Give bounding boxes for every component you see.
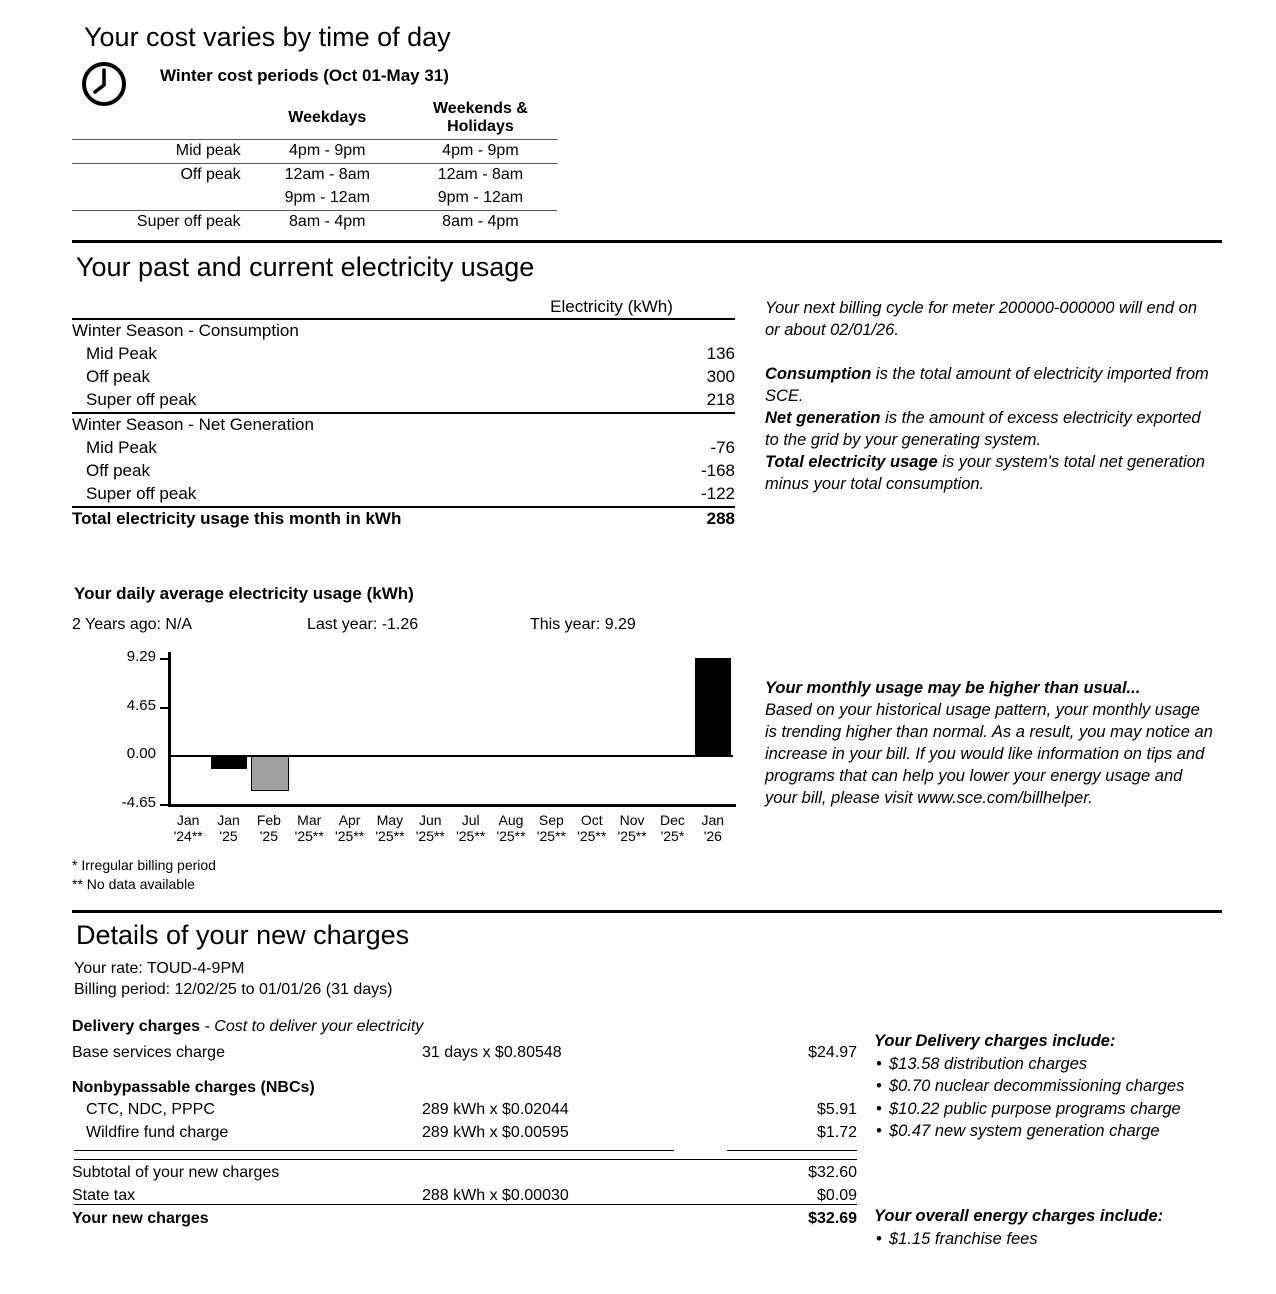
x-axis-tick-label: Nov '25** [617,812,647,845]
usage-table [72,296,735,531]
charges-rule [74,1204,857,1205]
winter-cost-periods-subheading: Winter cost periods (Oct 01-May 31) [160,66,449,85]
table-row [72,164,557,188]
total-usage-definition: is your system's total net generation minus your total consumption. [765,452,1205,493]
charge-desc: Wildfire fund charge [86,1124,229,1141]
chart-x-axis [168,812,733,852]
x-axis-tick-label: Jan '24** [173,812,203,845]
table-row [72,366,735,389]
usage-row-value: 136 [706,344,735,363]
legend-last-year: Last year: -1.26 [307,616,419,633]
consumption-section-label: Winter Season - Consumption [72,321,299,340]
section-divider [72,240,1222,243]
charges-rule [74,1150,674,1151]
tod-weekday-value: 12am - 8am [251,164,404,188]
chart-footnote-irregular: * Irregular billing period [72,857,216,873]
new-charges-amount: $32.69 [808,1210,857,1227]
usage-row-label: Super off peak [86,484,197,503]
charges-table [72,1018,857,1233]
charge-amount: $24.97 [808,1044,857,1061]
charges-rule [727,1150,857,1151]
y-axis-tick-label: 0.00 [126,745,156,763]
charge-desc: Base services charge [72,1044,225,1061]
charge-amount: $5.91 [816,1101,857,1118]
usage-col-header: Electricity (kWh) [72,296,673,319]
x-axis-tick-label: Aug '25** [496,812,526,845]
chart-footnote-nodata: ** No data available [72,876,195,892]
tod-corner-cell [72,98,251,140]
new-charges-label: Your new charges [72,1210,209,1227]
table-row [72,1101,857,1124]
tod-weekend-value: 12am - 8am [404,164,557,188]
tod-weekday-value: 9pm - 12am [284,189,370,206]
usage-higher-note [765,678,1215,810]
legend-this-year: This year: 9.29 [530,616,636,633]
delivery-include-header: Your Delivery charges include: [874,1032,1116,1050]
delivery-include-item: • $0.70 nuclear decommissioning charges [874,1075,1214,1098]
table-row [72,1044,857,1067]
charge-calc: 289 kWh x $0.00595 [422,1124,569,1141]
tod-weekday-value: 8am - 4pm [251,211,404,235]
usage-higher-body: Based on your historical usage pattern, your monthly usage is trending higher than normal. As a result, you may notice an increase in your bill. If you would like information on tips and programs that can help you lower your energy usage and your bill, please visit www.sce.com/billhelper. [765,700,1213,807]
subtotal-label: Subtotal of your new charges [72,1164,280,1181]
y-axis-tick-label: 4.65 [126,696,156,714]
table-row [72,187,557,211]
chart-bar [695,658,731,755]
table-row [72,319,735,343]
usage-row-value: -76 [710,438,735,457]
x-axis-tick-label: Jan '26 [701,812,725,845]
charge-calc: 289 kWh x $0.02044 [422,1101,569,1118]
tod-row-label: Off peak [72,164,251,188]
tod-weekend-value: 8am - 4pm [404,211,557,235]
y-axis-tick-mark [160,804,168,806]
delivery-charges-label: Delivery charges [72,1018,201,1035]
time-of-day-heading: Your cost varies by time of day [84,22,451,52]
consumption-definition: is the total amount of electricity imported from SCE. [765,365,1209,405]
table-row [72,1124,857,1147]
y-axis-tick-mark [160,707,168,709]
tod-col-weekdays: Weekdays [288,109,367,126]
x-axis-tick-label: Feb '25 [256,812,281,845]
chart-zero-line [168,755,733,757]
net-generation-definition: is the amount of excess electricity exported to the grid by your generating system. [765,408,1201,449]
chart-title: Your daily average electricity usage (kWh) [74,584,414,603]
delivery-include-item: • $10.22 public purpose programs charge [874,1098,1214,1121]
table-row [72,413,735,437]
legend-two-years-ago: 2 Years ago: N/A [72,616,193,633]
usage-total-label: Total electricity usage this month in kWh [72,507,673,531]
subtotal-row [72,1164,857,1187]
table-row [72,437,735,460]
delivery-charges-header-row [72,1018,857,1044]
rate-line: Your rate: TOUD-4-9PM [74,960,245,977]
billing-cycle-note: Your next billing cycle for meter 200000-000000 will end on or about 02/01/26. [765,299,1198,339]
delivery-include-block [874,1030,1214,1143]
charge-desc: CTC, NDC, PPPC [86,1101,215,1118]
charges-heading: Details of your new charges [76,920,410,950]
time-of-day-table [72,98,557,234]
usage-row-label: Off peak [86,367,150,386]
tod-weekday-value: 4pm - 9pm [251,140,404,164]
x-axis-tick-label: Dec '25* [660,812,685,845]
table-row [72,140,557,164]
x-axis-tick-label: Oct '25** [577,812,607,845]
section-divider [72,910,1222,913]
nbc-header: Nonbypassable charges (NBCs) [72,1079,315,1096]
x-axis-tick-label: Apr '25** [335,812,365,845]
delivery-include-item: • $13.58 distribution charges [874,1053,1214,1076]
overall-include-header: Your overall energy charges include: [874,1207,1164,1225]
tod-weekend-value: 4pm - 9pm [404,140,557,164]
chart-bar [251,755,289,790]
overall-include-block [874,1205,1219,1250]
y-axis-tick-mark [160,658,168,660]
tod-weekend-value: 9pm - 12am [437,189,524,206]
state-tax-amount: $0.09 [816,1187,857,1204]
usage-heading: Your past and current electricity usage [76,252,535,282]
usage-definitions-note [765,364,1213,496]
usage-row-label: Super off peak [86,390,197,409]
table-row [72,389,735,413]
x-axis-tick-label: Mar '25** [294,812,324,845]
x-axis-tick-label: Jul '25** [456,812,486,845]
nbc-header-row [72,1067,857,1101]
usage-row-label: Mid Peak [86,438,157,457]
consumption-term: Consumption [765,365,872,383]
usage-row-value: 300 [706,367,735,386]
usage-total-row [72,507,735,531]
tod-col-weekends: Weekends & Holidays [432,100,528,135]
x-axis-tick-label: Sep '25** [536,812,566,845]
delivery-include-item: • $0.47 new system generation charge [874,1120,1214,1143]
x-axis-tick-label: Jan '25 [217,812,240,845]
tod-row-label [72,187,251,211]
tod-row-label: Super off peak [72,211,251,235]
state-tax-row [72,1187,857,1210]
y-axis-tick-label: -4.65 [121,794,156,811]
tod-row-label: Mid peak [72,140,251,164]
delivery-charges-sublabel: - Cost to deliver your electricity [200,1018,424,1035]
y-axis-tick-label: 9.29 [126,648,156,666]
delivery-charges-header [72,1018,423,1036]
state-tax-calc: 288 kWh x $0.00030 [422,1187,569,1204]
charge-amount: $1.72 [816,1124,857,1141]
x-axis-tick-label: May '25** [375,812,405,845]
usage-higher-headline: Your monthly usage may be higher than usual... [765,679,1141,697]
billing-period-line: Billing period: 12/02/25 to 01/01/26 (31 days) [74,981,393,998]
table-row [72,483,735,507]
new-charges-row [72,1210,857,1233]
usage-row-value: -122 [700,484,735,503]
table-row [72,211,557,235]
chart-bar [211,755,247,768]
charge-calc: 31 days x $0.80548 [422,1044,562,1061]
usage-total-value: 288 [673,507,735,531]
net-generation-term: Net generation [765,408,881,427]
generation-section-label: Winter Season - Net Generation [72,413,673,437]
x-axis-tick-label: Jun '25** [415,812,445,845]
table-row [72,343,735,366]
table-header-row [72,296,735,319]
usage-row-label: Mid Peak [86,344,157,363]
usage-row-value: 218 [706,390,735,409]
table-row [72,460,735,483]
overall-include-item: • $1.15 franchise fees [874,1228,1219,1251]
usage-row-label: Off peak [86,461,150,480]
usage-row-value: -168 [700,461,735,480]
table-header-row [72,98,557,140]
subtotal-amount: $32.60 [808,1164,857,1181]
total-usage-term: Total electricity usage [765,452,938,471]
charges-rule [74,1159,857,1160]
state-tax-label: State tax [72,1187,136,1204]
